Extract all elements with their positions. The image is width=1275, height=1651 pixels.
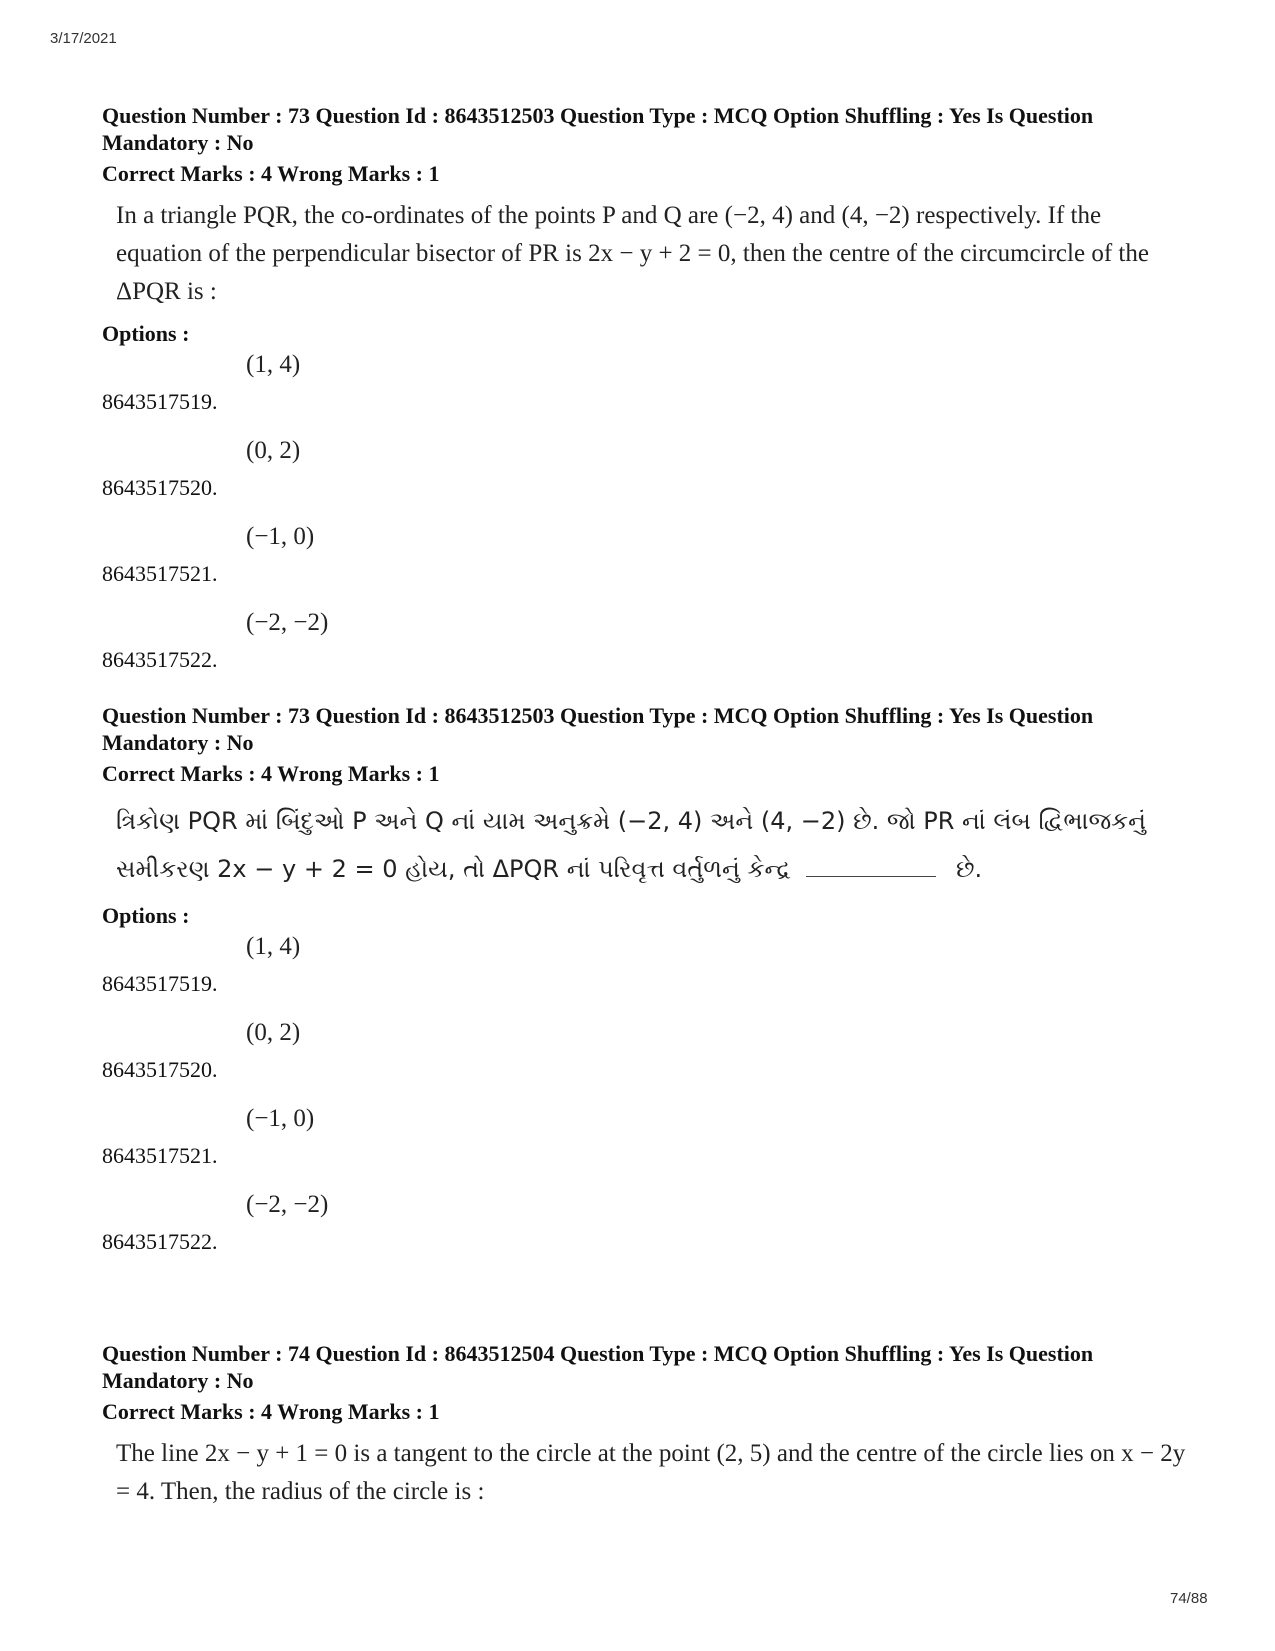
- option-item: [102, 433, 1192, 519]
- option-value: (0, 2): [246, 437, 301, 464]
- option-item: [102, 347, 1192, 433]
- option-item: [102, 1015, 1192, 1101]
- question-block: [102, 702, 1192, 1273]
- option-id: 8643517520.: [102, 1057, 218, 1082]
- page-number: 74/88: [1170, 1590, 1208, 1607]
- option-id: 8643517521.: [102, 1143, 218, 1168]
- question-text: The line 2x − y + 1 = 0 is a tangent to the circle at the point (2, 5) and the centre of the circle lies on x − 2y = 4. Then, the radius of the circle is :: [116, 1440, 1186, 1505]
- question-meta: Question Number : 73 Question Id : 8643512503 Question Type : MCQ Option Shuffling : Yes Is Question Mandatory : No: [102, 703, 1094, 755]
- print-date: 3/17/2021: [50, 30, 117, 47]
- option-value: (1, 4): [246, 351, 301, 378]
- option-item: [102, 929, 1192, 1015]
- option-value: (−2, −2): [246, 1191, 329, 1218]
- option-value: (0, 2): [246, 1019, 301, 1046]
- question-meta: Question Number : 73 Question Id : 8643512503 Question Type : MCQ Option Shuffling : Yes Is Question Mandatory : No: [102, 103, 1094, 155]
- option-item: [102, 519, 1192, 605]
- option-id: 8643517519.: [102, 389, 218, 414]
- option-value: (−1, 0): [246, 523, 315, 550]
- question-text-part2: છે.: [955, 855, 983, 883]
- option-item: [102, 1101, 1192, 1187]
- options-list: [102, 929, 1192, 1273]
- option-id: 8643517522.: [102, 647, 218, 672]
- question-marks: Correct Marks : 4 Wrong Marks : 1: [102, 1399, 440, 1424]
- option-item: [102, 1187, 1192, 1273]
- question-block: [102, 1340, 1192, 1511]
- option-value: (1, 4): [246, 933, 301, 960]
- question-meta: Question Number : 74 Question Id : 8643512504 Question Type : MCQ Option Shuffling : Yes Is Question Mandatory : No: [102, 1341, 1094, 1393]
- answer-blank: [806, 876, 936, 877]
- question-marks: Correct Marks : 4 Wrong Marks : 1: [102, 761, 440, 786]
- option-id: 8643517521.: [102, 561, 218, 586]
- options-list: [102, 347, 1192, 691]
- question-block: [102, 102, 1192, 691]
- options-label: Options :: [102, 903, 190, 928]
- option-value: (−1, 0): [246, 1105, 315, 1132]
- option-id: 8643517520.: [102, 475, 218, 500]
- options-label: Options :: [102, 321, 190, 346]
- question-marks: Correct Marks : 4 Wrong Marks : 1: [102, 161, 440, 186]
- option-value: (−2, −2): [246, 609, 329, 636]
- question-text: In a triangle PQR, the co-ordinates of the points P and Q are (−2, 4) and (4, −2) respectively. If the equation of the perpendicular bisector of PR is 2x − y + 2 = 0, then the centre of the circumcircle of the ΔPQR is :: [116, 202, 1149, 305]
- option-id: 8643517519.: [102, 971, 218, 996]
- question-text-part1: ત્રિકોણ PQR માં બિંદુઓ P અને Q નાં યામ અનુક્રમે (−2, 4) અને (4, −2) છે. જો PR નાં લંબ દ્વિભાજકનું સમીકરણ 2x − y + 2 = 0 હોય, તો ΔPQR નાં પરિવૃત્ત વર્તુળનું કેન્દ્ર: [116, 807, 1146, 883]
- option-id: 8643517522.: [102, 1229, 218, 1254]
- question-text: [116, 797, 1192, 893]
- option-item: [102, 605, 1192, 691]
